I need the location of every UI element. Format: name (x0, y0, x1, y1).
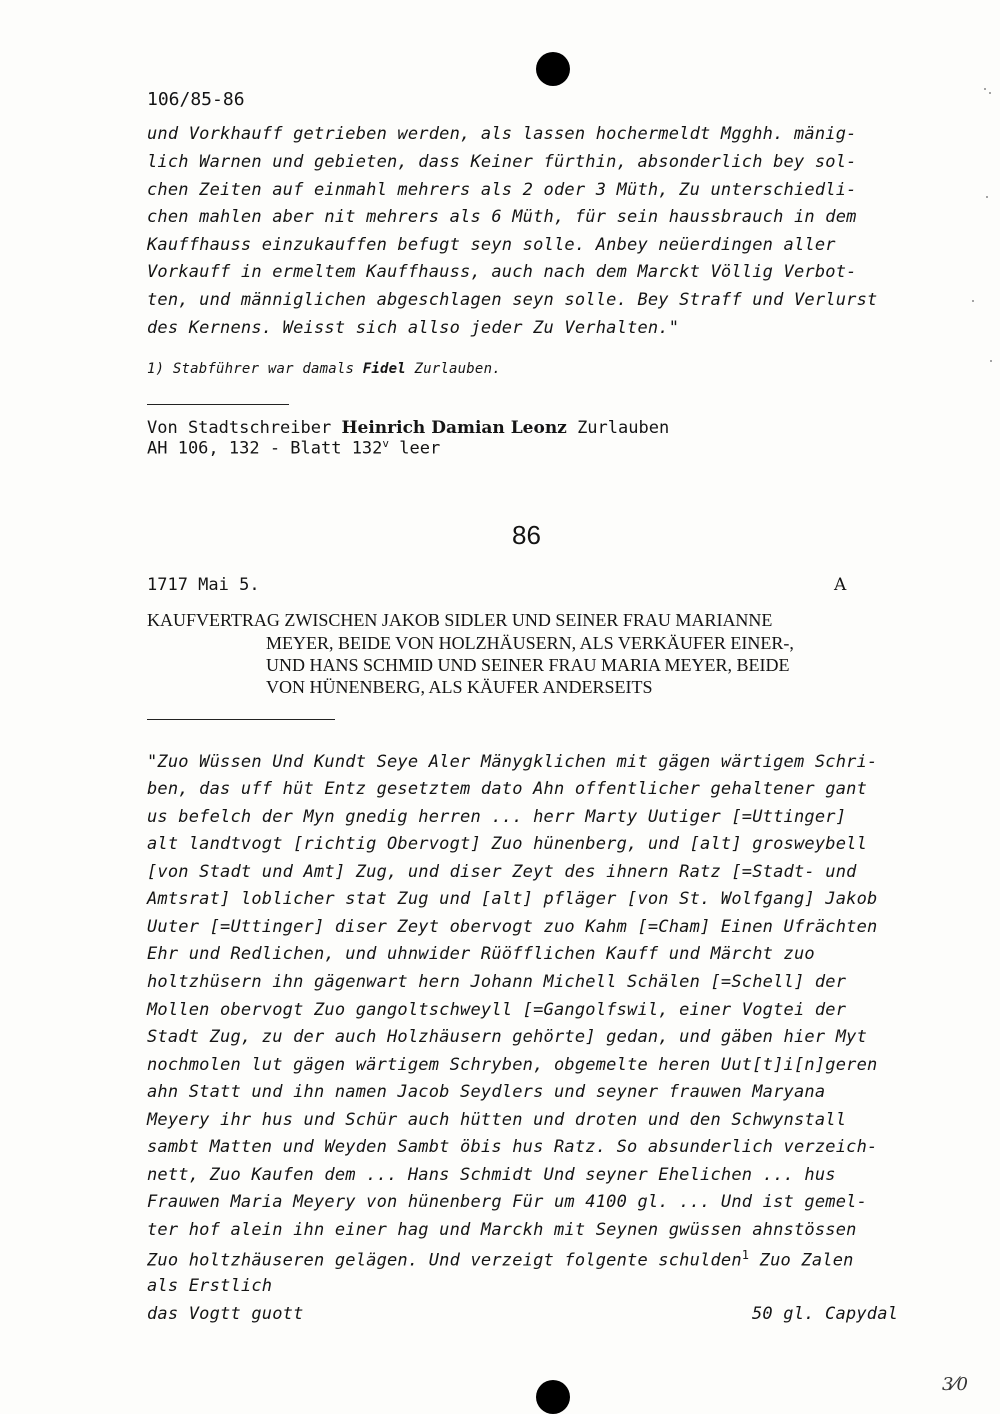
scan-artifact (989, 92, 991, 94)
body-line: "Zuo Wüssen Und Kundt Seye Aler Mänygklichen mit gägen wärtigem Schri- (147, 752, 878, 772)
body-line: ter hof alein ihn einer hag und Marckh mit Seynen gwüssen ahnstössen (147, 1220, 857, 1240)
body-line: alt landtvogt [richtig Obervogt] Zuo hünenberg, und [alt] grosweybell (147, 834, 868, 854)
document-date: 1717 Mai 5. (147, 575, 260, 595)
body-line: ben, das uff hüt Entz gesetztem dato Ahn offentlicher gehaltener gant (147, 779, 868, 799)
body-line: holtzhüsern ihn gägenwart hern Johann Michell Schälen [=Schell] der (147, 972, 847, 992)
body-line: Stadt Zug, zu der auch Holzhäusern gehörte] gedan, und gäben hier Myt (147, 1027, 868, 1047)
text-line: Vorkauff in ermeltem Kauffhauss, auch nach dem Marckt Völlig Verbot- (147, 262, 857, 282)
text-line: und Vorkhauff getrieben werden, als lassen hochermeldt Mgghh. mänig- (147, 124, 857, 144)
source-line-1 (147, 418, 669, 438)
scan-artifact (986, 196, 988, 198)
footnote-text: Stabführer war damals (172, 361, 363, 377)
footnote-bold-name: Fidel (362, 361, 406, 377)
body-line: Frauwen Maria Meyery von hünenberg Für um 4100 gl. ... Und ist gemel- (147, 1192, 868, 1212)
source-author: Heinrich Damian Leonz (341, 418, 567, 438)
body-line: [von Stadt und Amt] Zug, und diser Zeyt des ihnern Ratz [=Stadt- und (147, 862, 857, 882)
source-note: leer (389, 438, 441, 459)
scan-artifact (990, 360, 992, 362)
body-line: sambt Matten und Weyden Sambt öbis hus Ratz. So absunderlich verzeich- (147, 1137, 878, 1157)
title-line: KAUFVERTRAG ZWISCHEN JAKOB SIDLER UND SEINER FRAU MARIANNE (147, 610, 773, 630)
source-superscript: v (382, 437, 390, 450)
ledger-item: das Vogtt guott (147, 1304, 304, 1324)
body-line: nett, Zuo Kaufen dem ... Hans Schmidt Und seyner Ehelichen ... hus (147, 1165, 836, 1185)
scan-artifact (972, 300, 974, 302)
body-line: nochmolen lut gägen wärtigem Schryben, obgemelte heren Uut[t]i[n]geren (147, 1055, 878, 1075)
body-line: Meyery ihr hus und Schür auch hütten und droten und den Schwynstall (147, 1110, 847, 1130)
source-text: Von Stadtschreiber (147, 418, 342, 438)
body-line: ahn Statt und ihn namen Jacob Seydlers und seyner frauwen Maryana (147, 1082, 826, 1102)
handwritten-page-mark: 3⁄0 (942, 1374, 968, 1395)
body-line (147, 1248, 854, 1271)
document-letter: A (834, 575, 847, 595)
text-line: ten, und männiglichen abgeschlagen seyn solle. Bey Straff und Verlurst (147, 290, 878, 310)
ledger-amount: 50 gl. Capydal (752, 1304, 899, 1324)
title-divider (147, 719, 335, 720)
body-line: Uuter [=Uttinger] diser Zeyt obervogt zuo Kahm [=Cham] Einen Ufrächten (147, 917, 878, 937)
body-line: Mollen obervogt Zuo gangoltschweyll [=Gangolfswil, einer Vogtei der (147, 1000, 847, 1020)
body-line: als Erstlich (147, 1276, 273, 1296)
title-line: VON HÜNENBERG, ALS KÄUFER ANDERSEITS (266, 677, 653, 697)
source-divider (147, 404, 289, 405)
punch-hole-top (536, 52, 570, 86)
document-number: 86 (512, 520, 541, 550)
text-line: Kauffhauss einzukauffen befugt seyn solle. Anbey neüerdingen aller (147, 235, 836, 255)
body-line-text-end: Zuo Zalen (749, 1250, 854, 1271)
source-text-end: Zurlauben (566, 418, 670, 438)
body-line: Amtsrat] loblicher stat Zug und [alt] pfläger [von St. Wolfgang] Jakob (147, 889, 878, 909)
body-line: Ehr und Redlichen, und uhnwider Rüöfflichen Kauff und Märcht zuo (147, 944, 815, 964)
source-line-2 (147, 437, 440, 459)
footnote-text-end: Zurlauben. (405, 361, 501, 377)
title-line: UND HANS SCHMID UND SEINER FRAU MARIA MEYER, BEIDE (266, 655, 790, 675)
text-line: chen mahlen aber nit mehrers als 6 Müth, für sein haussbrauch in dem (147, 207, 857, 227)
footnote-number: 1) (147, 361, 165, 377)
text-line: lich Warnen und gebieten, dass Keiner fürthin, absonderlich bey sol- (147, 152, 857, 172)
title-line: MEYER, BEIDE VON HOLZHÄUSERN, ALS VERKÄUFER EINER-, (266, 633, 794, 653)
footnote-reference: 1 (741, 1248, 750, 1262)
text-line: des Kernens. Weisst sich allso jeder Zu Verhalten." (147, 318, 680, 338)
body-line-text: us befelch der Myn gnedig herren ... herr Marty Uutiger [=Uttinger] (147, 807, 847, 827)
scan-artifact (984, 88, 986, 90)
body-line-text: Zuo holtzhäuseren gelägen. Und verzeigt folgente schulden (147, 1250, 742, 1271)
page-reference: 106/85-86 (147, 89, 245, 110)
footnote (147, 361, 501, 377)
text-line: chen Zeiten auf einmahl mehrers als 2 oder 3 Müth, Zu unterschiedli- (147, 180, 857, 200)
source-shelfmark: AH 106, 132 - Blatt 132 (147, 438, 383, 459)
body-line (147, 807, 846, 827)
